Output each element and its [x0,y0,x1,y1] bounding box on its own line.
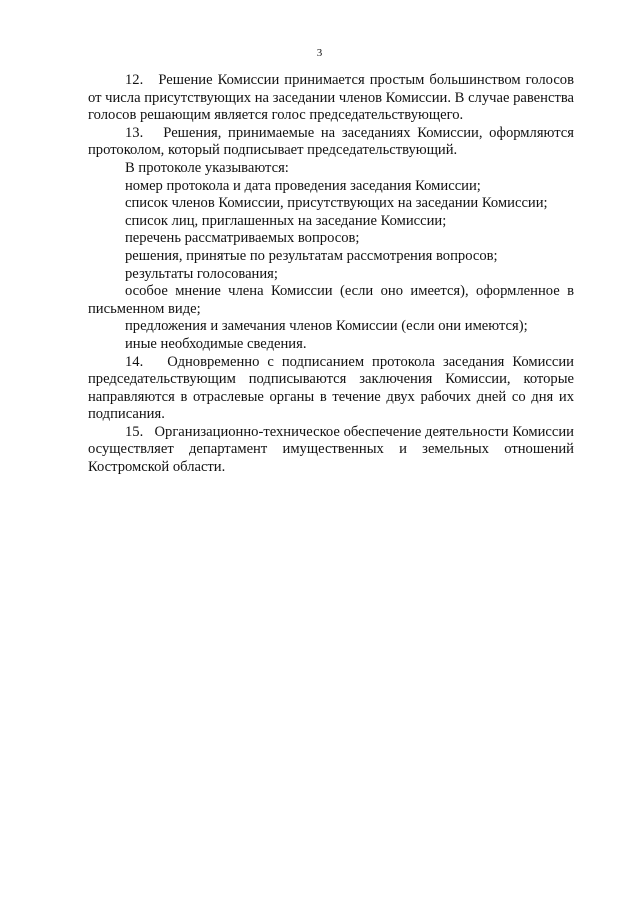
protocol-item-questions: перечень рассматриваемых вопросов; [125,230,360,247]
paragraph-13: 13. Решения, принимаемые на заседаниях Комиссии, оформляются протоколом, который подписывает председательствующий. [88,124,574,159]
document-body [88,72,574,477]
protocol-item-voting-results: результаты голосования; [125,265,278,282]
protocol-item-members-list: список членов Комиссии, присутствующих на заседании Комиссии; [125,195,548,212]
page-number: 3 [316,47,323,59]
protocol-item-decisions: решения, принятые по результатам рассмотрения вопросов; [125,247,498,264]
protocol-item-number-date: номер протокола и дата проведения заседания Комиссии; [125,177,481,194]
protocol-item-invited-list: список лиц, приглашенных на заседание Комиссии; [125,212,447,229]
paragraph-12: 12. Решение Комиссии принимается простым большинством голосов от числа присутствующих на заседании членов Комиссии. В случае равенства голосов решающим является голос председательствующего. [88,72,574,124]
protocol-item-other-info: иные необходимые сведения. [125,335,307,352]
paragraph-14: 14. Одновременно с подписанием протокола заседания Комиссии председательствующим подписываются заключения Комиссии, которые направляются в отраслевые органы в течение двух рабочих дней со дня их подписания. [88,353,574,423]
paragraph-15: 15. Организационно-техническое обеспечение деятельности Комиссии осуществляет департамент имущественных и земельных отношений Костромской области. [88,423,574,476]
protocol-item-dissenting-opinion: особое мнение члена Комиссии (если оно имеется), оформленное в письменном виде; [88,283,574,317]
protocol-item-proposals: предложения и замечания членов Комиссии (если они имеются); [125,318,528,335]
protocol-contents-heading: В протоколе указываются: [125,159,289,176]
